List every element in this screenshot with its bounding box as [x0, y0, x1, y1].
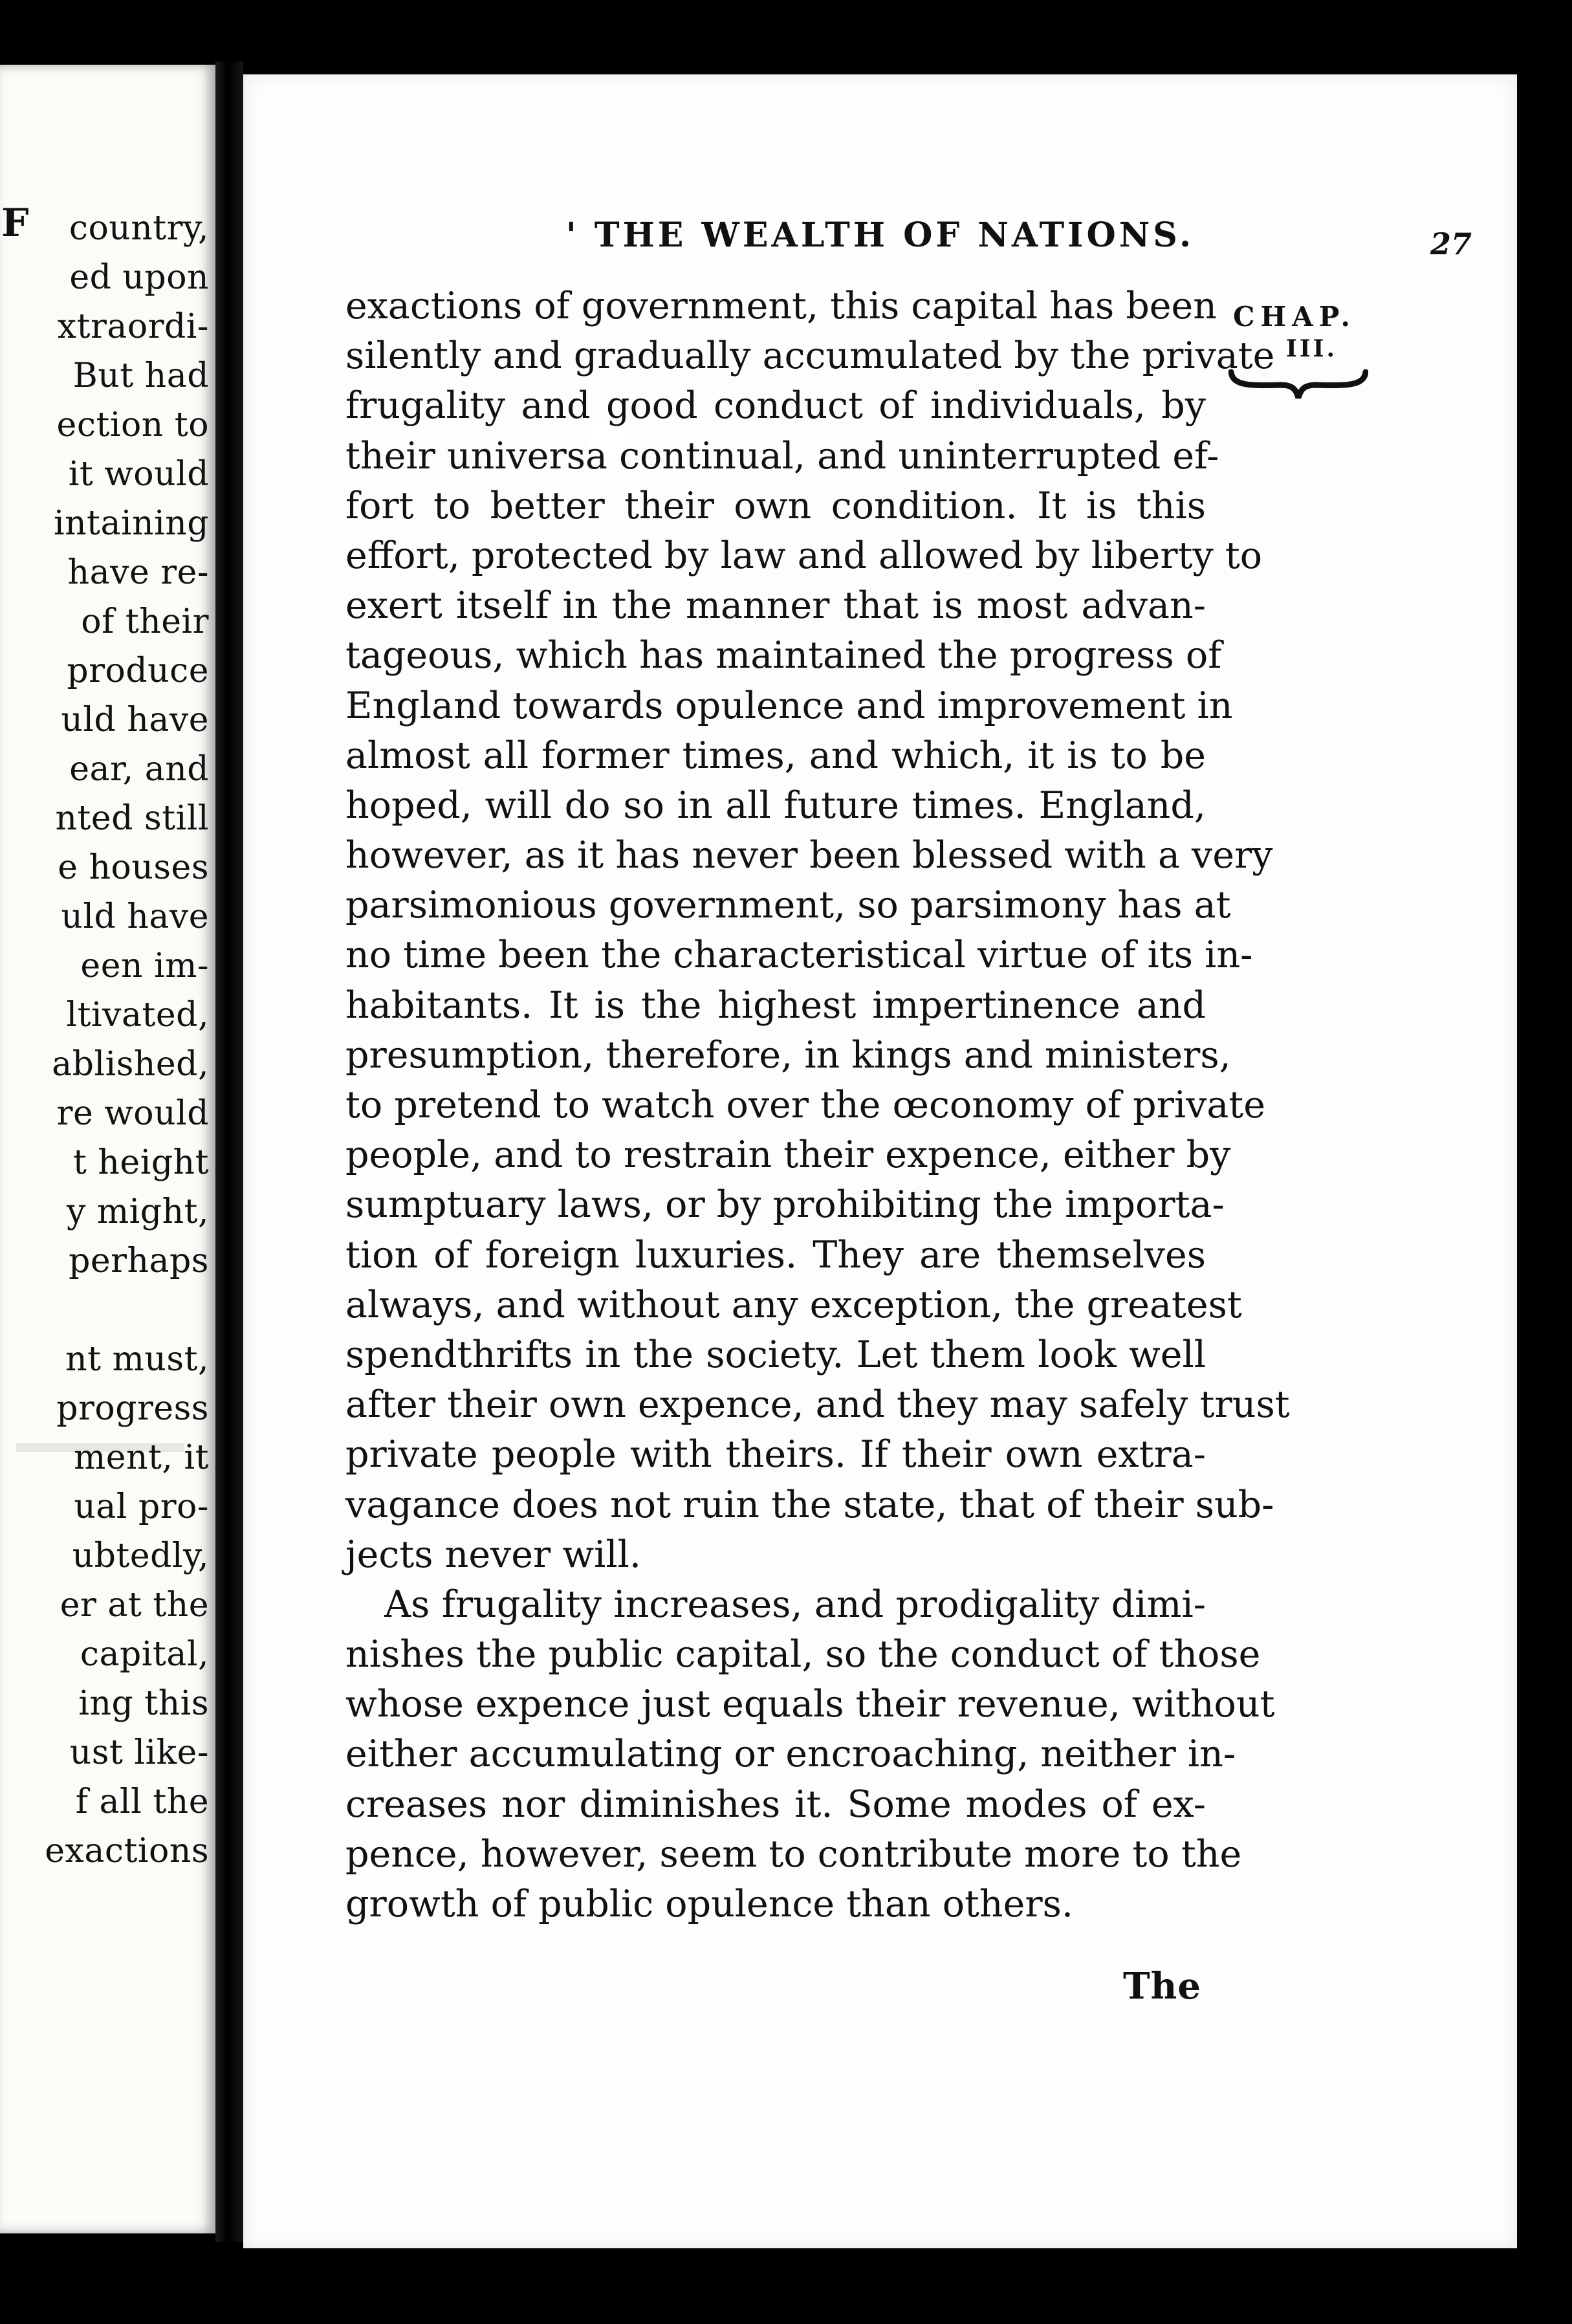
left-page-line: y might,	[66, 1192, 209, 1231]
text-line: exactions of government, this capital has been	[345, 285, 1217, 327]
left-page-line: ual pro-	[74, 1487, 209, 1526]
text-line: tageous, which has maintained the progress of	[345, 634, 1222, 677]
text-line: effort, protected by law and allowed by liberty to	[345, 534, 1263, 577]
main-text	[345, 281, 1290, 1929]
left-page-line: perhaps	[69, 1242, 209, 1280]
left-page-line: re would	[56, 1094, 209, 1133]
text-line: vagance does not ruin the state, that of their sub-	[345, 1483, 1274, 1526]
text-line: their universa continual, and uninterrupted ef-	[345, 434, 1219, 477]
left-page-line: ed upon	[69, 258, 209, 297]
left-page-line: progress	[56, 1389, 209, 1428]
left-page-line: ing this	[78, 1684, 209, 1723]
catchword: The	[1123, 1965, 1202, 2008]
text-line: no time been the characteristical virtue of its in-	[345, 934, 1253, 977]
chapter-label: CHAP.	[1233, 301, 1356, 333]
left-page-line: f all the	[75, 1782, 209, 1821]
text-line: whose expence just equals their revenue, without	[345, 1683, 1275, 1726]
text-line: pence, however, seem to contribute more to the	[345, 1832, 1242, 1876]
text-line: nishes the public capital, so the conduct of those	[345, 1633, 1261, 1676]
left-page-line: e houses	[58, 848, 209, 887]
text-line: growth of public opulence than others.	[345, 1883, 1073, 1925]
text-line: to pretend to watch over the œconomy of private	[345, 1084, 1265, 1126]
text-line: after their own expence, and they may safely trust	[345, 1383, 1290, 1427]
left-page-heading-fragment: F	[1, 201, 29, 246]
left-page-line: nt must,	[65, 1340, 209, 1379]
left-page-line: intaining	[53, 504, 209, 543]
text-line: hoped, will do so in all future times. England,	[345, 784, 1206, 827]
text-line: presumption, therefore, in kings and ministers,	[345, 1033, 1231, 1077]
left-page-line: nted still	[55, 799, 209, 838]
left-page-line: capital,	[80, 1635, 209, 1674]
text-line: England towards opulence and improvement in	[345, 684, 1233, 727]
left-page-line: ltivated,	[66, 996, 209, 1035]
left-page-line: ubtedly,	[72, 1537, 209, 1575]
left-page-line: een im-	[80, 947, 209, 985]
right-page	[243, 74, 1517, 2248]
text-line: however, as it has never been blessed with a very	[345, 834, 1273, 877]
text-line: tion of foreign luxuries. They are themselves	[345, 1233, 1206, 1277]
left-page-line: have re-	[67, 553, 209, 592]
text-line: creases nor diminishes it. Some modes of ex-	[345, 1782, 1206, 1826]
left-page-line: ust like-	[69, 1733, 209, 1772]
page-number: 27	[1430, 226, 1472, 261]
left-page-line: ablished,	[52, 1045, 209, 1084]
left-facing-page	[0, 65, 215, 2233]
left-page-line: country,	[69, 209, 209, 248]
book-gutter	[215, 61, 243, 2242]
text-line: exert itself in the manner that is most advan-	[345, 584, 1206, 628]
left-page-line: xtraordi-	[57, 307, 209, 346]
text-line: private people with theirs. If their own extra-	[345, 1433, 1206, 1476]
running-head: ' THE WEALTH OF NATIONS.	[565, 215, 1195, 255]
text-line: either accumulating or encroaching, neither in-	[345, 1733, 1236, 1776]
left-page-line: uld have	[61, 701, 209, 740]
text-line: parsimonious government, so parsimony has at	[345, 884, 1231, 927]
left-page-line: of their	[81, 602, 209, 641]
text-line: sumptuary laws, or by prohibiting the importa-	[345, 1183, 1225, 1227]
left-page-line: t height	[73, 1143, 209, 1182]
left-page-line: But had	[72, 356, 209, 395]
text-line: frugality and good conduct of individuals, by	[345, 384, 1206, 428]
text-line: almost all former times, and which, it is to be	[345, 734, 1206, 777]
left-page-line: exactions	[45, 1832, 209, 1870]
left-page-line: ment, it	[73, 1438, 209, 1477]
text-line: silently and gradually accumulated by the private	[345, 334, 1275, 378]
text-line: As frugality increases, and prodigality dimi-	[384, 1583, 1206, 1626]
text-line: spendthrifts in the society. Let them look well	[345, 1333, 1206, 1376]
text-line: always, and without any exception, the greatest	[345, 1283, 1242, 1326]
left-page-line: uld have	[61, 897, 209, 936]
text-line: people, and to restrain their expence, either by	[345, 1134, 1231, 1177]
text-line: fort to better their own condition. It is this	[345, 484, 1206, 527]
left-page-line: it would	[68, 455, 209, 494]
chapter-number: III.	[1286, 335, 1338, 362]
left-page-line: produce	[67, 652, 209, 690]
text-line: habitants. It is the highest impertinence and	[345, 983, 1206, 1027]
left-page-line: ear, and	[69, 750, 209, 789]
left-page-line: er at the	[60, 1586, 209, 1625]
left-page-line: ection to	[56, 406, 209, 444]
text-line: jects never will.	[345, 1533, 641, 1576]
